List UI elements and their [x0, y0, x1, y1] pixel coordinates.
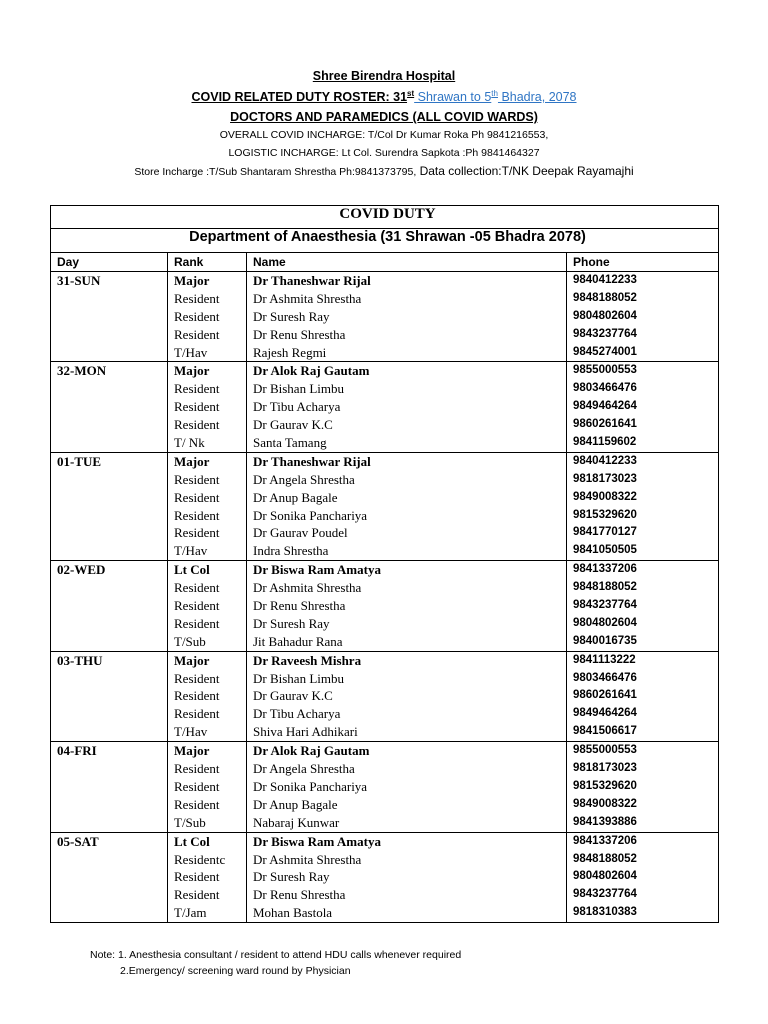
rank-cell [168, 561, 247, 651]
department-title: Department of Anaesthesia (31 Shrawan -05 Bhadra 2078) [51, 229, 719, 253]
name-text: Dr Tibu Acharya [253, 706, 341, 722]
name-cell [247, 651, 567, 741]
phone-text: 9860261641 [573, 689, 637, 702]
phone-text: 9848188052 [573, 581, 637, 594]
phone-text: 9845274001 [573, 345, 637, 358]
rank-text: T/Jam [174, 905, 207, 921]
rank-text: Resident [174, 688, 220, 704]
logistic-incharge: LOGISTIC INCHARGE: Lt Col. Surendra Sapkota :Ph 9841464327 [228, 147, 540, 159]
rank-cell [168, 272, 247, 362]
rank-text: Residentc [174, 851, 226, 867]
rank-text: Resident [174, 290, 220, 306]
rank-text: Resident [174, 507, 220, 523]
rank-text: Resident [174, 615, 220, 631]
rank-text: Major [174, 273, 210, 288]
name-text: Nabaraj Kunwar [253, 814, 340, 830]
phone-text: 9804802604 [573, 870, 637, 883]
table-row [51, 561, 719, 651]
rank-text: Lt Col [174, 562, 210, 578]
rank-text: Resident [174, 399, 220, 415]
rank-text: Resident [174, 869, 220, 885]
note-line-1: Note: 1. Anesthesia consultant / resident to attend HDU calls whenever required [90, 949, 462, 961]
rank-text: Lt Col [174, 833, 210, 849]
phone-text: 9815329620 [573, 779, 637, 792]
store-incharge-line [0, 164, 768, 178]
rank-text: Resident [174, 308, 220, 324]
column-header-rank: Rank [168, 253, 247, 272]
phone-text: 9841506617 [573, 725, 637, 738]
roster-title-sup-st: st [407, 88, 415, 98]
phone-text: 9840016735 [573, 634, 637, 647]
rank-cell [168, 452, 247, 560]
name-text: Dr Anup Bagale [253, 489, 338, 505]
roster-title-range-b: Bhadra, 2078 [497, 90, 577, 104]
rank-cell [168, 832, 247, 922]
name-text: Santa Tamang [253, 435, 327, 451]
rank-text: Major [174, 363, 210, 379]
roster-title-prefix: COVID RELATED DUTY ROSTER: 31 [191, 90, 408, 104]
rank-text: Major [174, 743, 210, 759]
phone-text: 9818310383 [573, 906, 637, 919]
rank-text: Major [174, 652, 210, 668]
phone-text: 9849464264 [573, 400, 637, 413]
table-row [51, 452, 719, 560]
phone-cell [567, 651, 719, 741]
rank-cell [168, 651, 247, 741]
rank-text: Resident [174, 525, 220, 541]
name-text: Dr Thaneshwar Rijal [253, 273, 371, 288]
phone-text: 9803466476 [573, 671, 637, 684]
rank-text: T/Hav [174, 344, 208, 360]
name-text: Dr Gaurav Poudel [253, 525, 348, 541]
phone-text: 9840412233 [573, 454, 637, 467]
roster-title-sup-th: th [491, 88, 498, 98]
table-row [51, 362, 719, 452]
store-incharge: Store Incharge :T/Sub Shantaram Shrestha Ph:9841373795, [134, 166, 417, 178]
phone-text: 9841393886 [573, 815, 637, 828]
rank-text: T/Sub [174, 814, 206, 830]
day-cell [51, 561, 168, 651]
phone-cell [567, 832, 719, 922]
name-text: Dr Suresh Ray [253, 869, 330, 885]
name-text: Dr Thaneshwar Rijal [253, 453, 371, 469]
name-text: Dr Biswa Ram Amatya [253, 833, 381, 849]
rank-text: Resident [174, 381, 220, 397]
name-cell [247, 452, 567, 560]
day-cell [51, 272, 168, 362]
rank-cell [168, 742, 247, 832]
phone-text: 9860261641 [573, 418, 637, 431]
phone-text: 9841337206 [573, 834, 637, 847]
name-cell [247, 832, 567, 922]
phone-cell [567, 561, 719, 651]
phone-text: 9855000553 [573, 744, 637, 757]
table-row [51, 272, 719, 362]
day-cell [51, 452, 168, 560]
name-text: Dr Suresh Ray [253, 615, 330, 631]
phone-cell [567, 272, 719, 362]
phone-text: 9841337206 [573, 563, 637, 576]
phone-text: 9843237764 [573, 327, 637, 340]
name-text: Jit Bahadur Rana [253, 633, 343, 649]
name-text: Dr Gaurav K.C [253, 688, 333, 704]
name-text: Mohan Bastola [253, 905, 333, 921]
name-cell [247, 561, 567, 651]
rank-text: Resident [174, 471, 220, 487]
phone-text: 9849464264 [573, 707, 637, 720]
notes [90, 947, 461, 979]
roster-title [0, 90, 768, 104]
name-text: Dr Sonika Panchariya [253, 778, 368, 794]
name-text: Dr Alok Raj Gautam [253, 363, 370, 379]
day-cell [51, 742, 168, 832]
hospital-name: Shree Birendra Hospital [312, 69, 456, 83]
column-header-name: Name [247, 253, 567, 272]
phone-text: 9848188052 [573, 291, 637, 304]
day-label: 32-MON [57, 363, 107, 379]
phone-text: 9849008322 [573, 797, 637, 810]
phone-cell [567, 452, 719, 560]
phone-cell [567, 362, 719, 452]
phone-text: 9815329620 [573, 508, 637, 521]
phone-text: 9841113222 [573, 653, 636, 666]
phone-text: 9803466476 [573, 382, 637, 395]
name-cell [247, 742, 567, 832]
name-text: Dr Ashmita Shrestha [253, 290, 362, 306]
day-label: 02-WED [57, 562, 106, 578]
rank-text: Resident [174, 796, 220, 812]
phone-text: 9849008322 [573, 490, 637, 503]
day-label: 03-THU [57, 652, 103, 668]
rank-text: Resident [174, 326, 220, 342]
name-text: Dr Ashmita Shrestha [253, 851, 362, 867]
rank-text: Resident [174, 887, 220, 903]
name-text: Dr Sonika Panchariya [253, 507, 368, 523]
name-text: Dr Angela Shrestha [253, 471, 355, 487]
phone-cell [567, 742, 719, 832]
phone-text: 9848188052 [573, 852, 637, 865]
column-header-row [51, 253, 719, 272]
table-row [51, 832, 719, 922]
phone-text: 9841050505 [573, 544, 637, 557]
name-text: Indra Shrestha [253, 543, 329, 559]
name-cell [247, 272, 567, 362]
rank-text: Resident [174, 417, 220, 433]
rank-text: T/Sub [174, 633, 206, 649]
name-text: Dr Ashmita Shrestha [253, 580, 362, 596]
name-text: Dr Suresh Ray [253, 308, 330, 324]
day-cell [51, 651, 168, 741]
phone-text: 9818173023 [573, 472, 637, 485]
phone-text: 9855000553 [573, 364, 637, 377]
day-label: 01-TUE [57, 453, 102, 469]
day-label: 05-SAT [57, 833, 99, 849]
roster-title-range-a: Shrawan to 5 [414, 90, 492, 104]
phone-text: 9804802604 [573, 309, 637, 322]
name-text: Dr Gaurav K.C [253, 417, 333, 433]
table-row [51, 651, 719, 741]
data-collection: Data collection:T/NK Deepak Rayamajhi [416, 164, 634, 178]
name-text: Dr Renu Shrestha [253, 598, 346, 614]
rank-text: Resident [174, 778, 220, 794]
rank-text: Resident [174, 598, 220, 614]
day-cell [51, 362, 168, 452]
rank-text: Resident [174, 761, 220, 777]
duty-roster-table [50, 205, 719, 923]
note-line-2: 2.Emergency/ screening ward round by Physician [120, 965, 351, 977]
column-header-day: Day [51, 253, 168, 272]
name-text: Dr Tibu Acharya [253, 399, 341, 415]
phone-text: 9843237764 [573, 599, 637, 612]
name-text: Dr Bishan Limbu [253, 670, 344, 686]
name-text: Dr Renu Shrestha [253, 887, 346, 903]
phone-text: 9841770127 [573, 526, 637, 539]
day-label: 04-FRI [57, 743, 97, 759]
name-text: Dr Renu Shrestha [253, 326, 346, 342]
rank-text: Major [174, 453, 210, 469]
name-text: Dr Anup Bagale [253, 796, 338, 812]
name-text: Dr Alok Raj Gautam [253, 743, 370, 759]
rank-text: Resident [174, 580, 220, 596]
rank-cell [168, 362, 247, 452]
day-cell [51, 832, 168, 922]
name-cell [247, 362, 567, 452]
day-label: 31-SUN [57, 273, 101, 288]
phone-text: 9843237764 [573, 888, 637, 901]
phone-text: 9840412233 [573, 274, 637, 286]
rank-text: T/Hav [174, 543, 208, 559]
name-text: Dr Bishan Limbu [253, 381, 344, 397]
rank-text: Resident [174, 670, 220, 686]
name-text: Rajesh Regmi [253, 344, 327, 360]
name-text: Dr Raveesh Mishra [253, 652, 362, 668]
rank-text: Resident [174, 489, 220, 505]
column-header-phone: Phone [567, 253, 719, 272]
overall-incharge: OVERALL COVID INCHARGE: T/Col Dr Kumar Roka Ph 9841216553, [219, 129, 549, 141]
rank-text: Resident [174, 706, 220, 722]
rank-text: T/ Nk [174, 435, 205, 451]
phone-text: 9841159602 [573, 436, 637, 449]
phone-text: 9804802604 [573, 616, 637, 629]
name-text: Dr Angela Shrestha [253, 761, 355, 777]
table-title: COVID DUTY [51, 206, 719, 229]
phone-text: 9818173023 [573, 762, 637, 775]
name-text: Dr Biswa Ram Amatya [253, 562, 381, 578]
roster-subtitle: DOCTORS AND PARAMEDICS (ALL COVID WARDS) [230, 110, 538, 124]
table-row [51, 742, 719, 832]
name-text: Shiva Hari Adhikari [253, 724, 358, 740]
rank-text: T/Hav [174, 724, 208, 740]
